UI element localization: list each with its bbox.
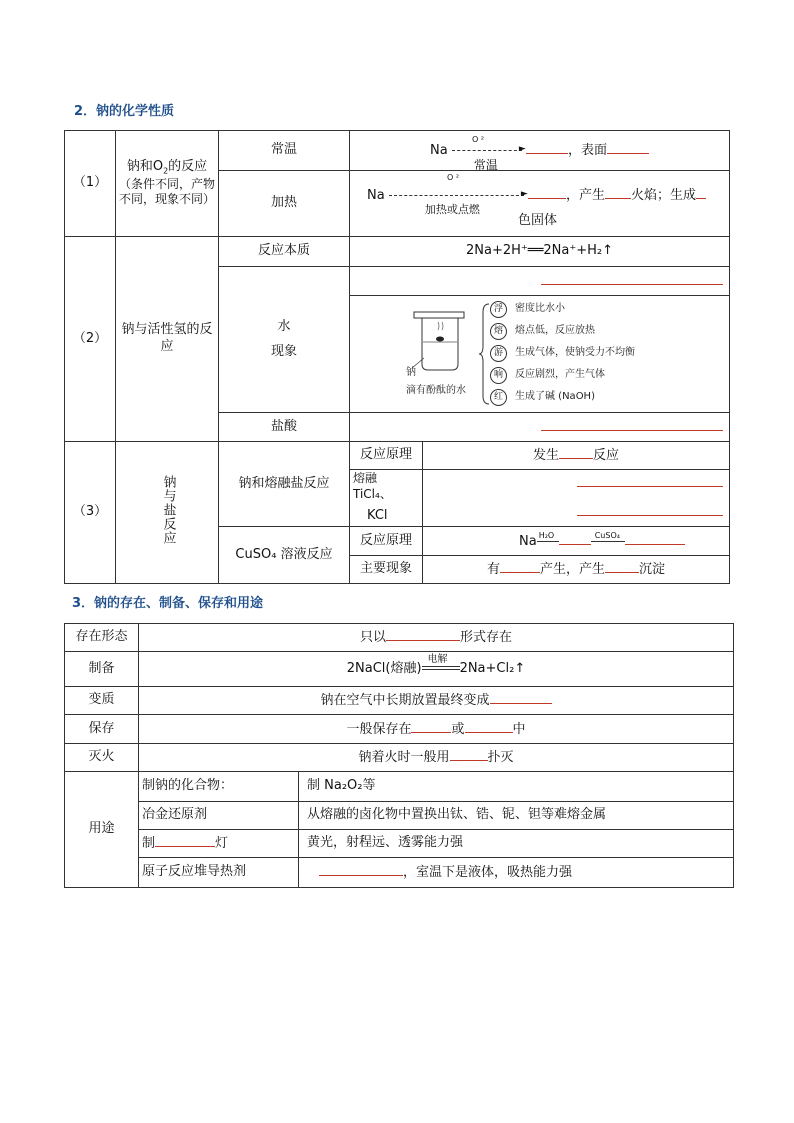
heat-reaction: O ² Na ► 加热或点燃 ，产生 火焰；生成 色固体	[350, 171, 730, 237]
blank[interactable]	[607, 141, 649, 154]
list-item: 浮 密度比水小	[490, 300, 700, 322]
essence-equation: 2Na+2H⁺══2Na⁺+H₂↑	[350, 237, 730, 267]
list-item: 红 生成了碱 (NaOH)	[490, 388, 700, 410]
sodium-caption: 钠	[406, 367, 416, 378]
phen-char: 熔	[490, 323, 507, 340]
blank[interactable]	[450, 748, 488, 761]
water-cell: 水 现象	[219, 267, 350, 413]
blank[interactable]	[559, 446, 593, 459]
principle2-chain: Na H₂O CuSO₄	[423, 527, 730, 556]
acid-equation-cell	[350, 413, 730, 442]
normal-temp-label: 常温	[219, 131, 350, 171]
beaker-icon	[408, 308, 478, 380]
row3-title: 钠与盐反应	[116, 442, 219, 584]
store-text: 一般保存在 或 中	[139, 715, 734, 744]
row1-note: （条件不同，产物不同，现象不同）	[119, 176, 216, 207]
row1-number: （1）	[65, 131, 116, 237]
blank[interactable]	[500, 560, 540, 573]
main-phen-text: 有 产生，产生 沉淀	[423, 556, 730, 584]
use3-label: 制 灯	[139, 830, 299, 858]
molten-equations	[423, 470, 730, 527]
use4-text: ，室温下是液体，吸热能力强	[299, 858, 734, 888]
arrow-icon: ► 加热或点燃	[389, 195, 524, 196]
principle-label: 反应原理	[350, 442, 423, 470]
row3-number: （3）	[65, 442, 116, 584]
cuso4-label: CuSO₄ 溶液反应	[219, 527, 350, 584]
brace-icon	[478, 302, 490, 406]
heat-label: 加热	[219, 171, 350, 237]
blank[interactable]	[528, 186, 566, 199]
prep-equation: 2NaCl(熔融) 电解 2Na+Cl₂↑	[139, 652, 734, 687]
use4-label: 原子反应堆导热剂	[139, 858, 299, 888]
molten-salts: 熔融 TiCl₄、 KCl	[350, 470, 423, 527]
list-item: 游 生成气体，使钠受力不均衡	[490, 344, 700, 366]
use1-text: 制 Na₂O₂等	[299, 772, 734, 802]
molten-salt-label: 钠和熔融盐反应	[219, 442, 350, 527]
blank[interactable]	[155, 834, 215, 847]
exist-label: 存在形态	[65, 624, 139, 652]
acid-label: 盐酸	[219, 413, 350, 442]
water-caption: 滴有酚酞的水	[406, 385, 466, 396]
list-item: 熔 熔点低，反应放热	[490, 322, 700, 344]
chem-properties-table	[64, 130, 730, 584]
blank[interactable]	[526, 141, 568, 154]
storage-usage-table	[64, 623, 734, 888]
blank[interactable]	[490, 691, 552, 704]
principle2-label: 反应原理	[350, 527, 423, 556]
fire-label: 灭火	[65, 744, 139, 772]
use2-label: 冶金还原剂	[139, 802, 299, 830]
fire-text: 钠着火时一般用 扑灭	[139, 744, 734, 772]
row1-title: 钠和$O_2$的反应 （条件不同，产物不同，现象不同）	[116, 131, 219, 237]
essence-label: 反应本质	[219, 237, 350, 267]
prep-label: 制备	[65, 652, 139, 687]
blank[interactable]	[696, 186, 706, 199]
blank[interactable]	[541, 272, 723, 285]
blank[interactable]	[559, 532, 591, 545]
deter-text: 钠在空气中长期放置最终变成	[139, 687, 734, 715]
blank[interactable]	[577, 503, 723, 516]
store-label: 保存	[65, 715, 139, 744]
deter-label: 变质	[65, 687, 139, 715]
blank[interactable]	[577, 474, 723, 487]
main-phen-label: 主要现象	[350, 556, 423, 584]
normal-temp-reaction: O ² Na ► 常温 ，表面	[350, 131, 730, 171]
blank[interactable]	[465, 720, 513, 733]
section2-heading: 2．钠的化学性质	[74, 104, 175, 119]
blank[interactable]	[605, 186, 631, 199]
principle-text: 发生 反应	[423, 442, 730, 470]
water-equation-cell	[350, 267, 730, 296]
phenomena-cell	[350, 296, 730, 413]
phen-char: 游	[490, 345, 507, 362]
phenomena-list	[490, 300, 700, 410]
blank[interactable]	[541, 418, 723, 431]
section3-heading: 3．钠的存在、制备、保存和用途	[72, 596, 264, 611]
phen-char: 浮	[490, 301, 507, 318]
use2-text: 从熔融的卤化物中置换出钛、锆、铌、钽等难熔金属	[299, 802, 734, 830]
blank[interactable]	[625, 532, 685, 545]
arrow-icon: ► 常温	[452, 150, 522, 151]
blank[interactable]	[319, 863, 403, 876]
exist-text: 只以 形式存在	[139, 624, 734, 652]
blank[interactable]	[605, 560, 639, 573]
phen-char: 响	[490, 367, 507, 384]
row2-title: 钠与活性氢的反应	[116, 237, 219, 442]
row2-number: （2）	[65, 237, 116, 442]
blank[interactable]	[386, 628, 460, 641]
use-label: 用途	[65, 772, 139, 888]
use3-text: 黄光，射程远、透雾能力强	[299, 830, 734, 858]
list-item: 响 反应剧烈，产生气体	[490, 366, 700, 388]
blank[interactable]	[411, 720, 451, 733]
phen-char: 红	[490, 389, 507, 406]
use1-label: 制钠的化合物：	[139, 772, 299, 802]
